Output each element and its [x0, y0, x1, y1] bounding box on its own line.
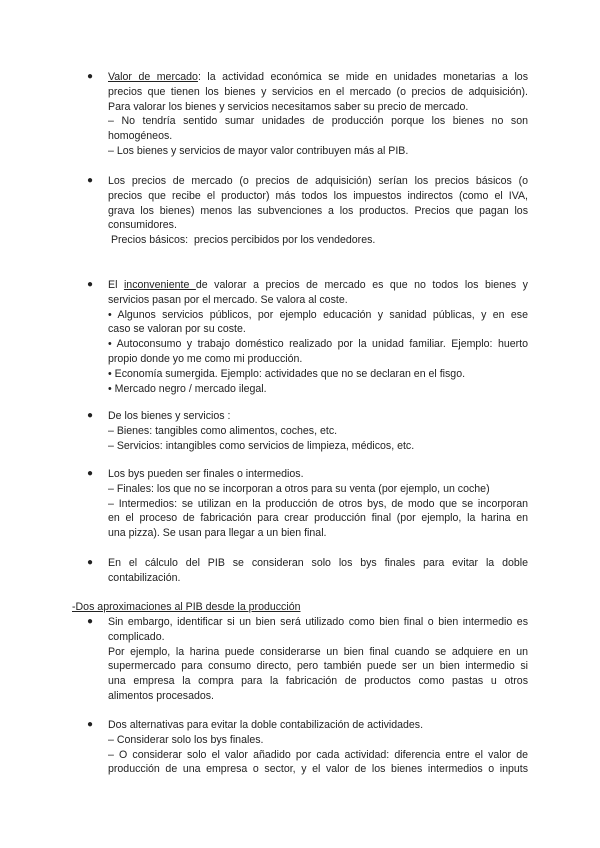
text-line: consumidores. [108, 219, 177, 232]
text-line: • Algunos servicios públicos, por ejemplo educación y sanidad públicas, y en ese [108, 308, 528, 321]
text-line: una empresa la compra para la fabricación de productos como pastas u otros [108, 675, 528, 688]
text-line: • Autoconsumo y trabajo doméstico realizado por la unidad familiar. Ejemplo: huerto [108, 338, 528, 351]
text-line: propio donde yo me como mi producción. [108, 352, 303, 365]
text-line: En el cálculo del PIB se consideran solo los bys finales para evitar la doble [108, 557, 528, 569]
paragraph-calculo-pib [108, 556, 528, 586]
paragraph-bys-finales-intermedios [108, 467, 528, 541]
text-fragment: : la actividad económica se mide en unidades monetarias a los [197, 71, 528, 83]
text-line: producción de una empresa o sector, y el valor de los bienes intermedios o inputs [108, 763, 528, 776]
bullet-dot: ● [87, 175, 94, 186]
text-line: • Economía sumergida. Ejemplo: actividades que no se declaran en el fisgo. [108, 367, 466, 380]
text-line: caso se valoran por su coste. [108, 323, 246, 336]
paragraph-dos-alternativas [108, 718, 528, 777]
text-line: De los bienes y servicios : [108, 410, 231, 422]
text-line: precios que tienen los bienes y servicios en el mercado (o precios de adquisición). [108, 85, 528, 98]
text-line: – Servicios: intangibles como servicios de limpieza, médicos, etc. [108, 439, 415, 452]
bullet-dot: ● [87, 468, 94, 479]
text-line: Por ejemplo, la harina puede considerarse un bien final cuando se adquiere en un [108, 645, 528, 658]
paragraph-sin-embargo [108, 615, 528, 704]
text-line: – Finales: los que no se incorporan a otros para su venta (por ejemplo, un coche) [108, 482, 490, 495]
text-fragment: El [108, 279, 124, 291]
text-line: grava los bienes) menos las subvenciones a los productos. Precios que pagan los [108, 204, 528, 217]
text-line: Los precios de mercado (o precios de adquisición) serían los precios básicos (o [108, 175, 528, 187]
bullet-dot: ● [87, 719, 94, 730]
text-line: Dos alternativas para evitar la doble contabilización de actividades. [108, 719, 424, 731]
paragraph-valor-de-mercado [108, 70, 528, 159]
text-line: – No tendría sentido sumar unidades de producción porque los bienes no son [108, 115, 528, 128]
text-line: • Mercado negro / mercado ilegal. [108, 382, 267, 395]
text-line: contabilización. [108, 571, 181, 584]
text-line: supermercado para consumo directo, pero también puede ser un bien intermedio si [108, 660, 528, 673]
paragraph-inconveniente [108, 278, 528, 396]
text-line: – Intermedios: se utilizan en la producción de otros bys, de modo que se incorporan [108, 497, 528, 510]
text-line: en el proceso de fabricación para crear producción final (por ejemplo, la harina en [108, 512, 528, 525]
text-line: homogéneos. [108, 130, 173, 143]
text-line: Para valorar los bienes y servicios necesitamos saber su precio de mercado. [108, 100, 469, 113]
bullet-dot: ● [87, 410, 94, 421]
text-line: Sin embargo, identificar si un bien será utilizado como bien final o bien intermedio es [108, 616, 528, 628]
text-line: Precios básicos: precios percibidos por los vendedores. [108, 234, 376, 247]
text-line [108, 70, 528, 85]
section-heading: -Dos aproximaciones al PIB desde la producción [72, 601, 301, 613]
text-fragment: de valorar a precios de mercado es que no todos los bienes y [195, 279, 528, 291]
bullet-dot: ● [87, 71, 94, 82]
text-line: una pizza). Se usan para llegar a un bien final. [108, 527, 327, 540]
text-line: complicado. [108, 630, 165, 643]
text-line: – Los bienes y servicios de mayor valor contribuyen más al PIB. [108, 144, 409, 157]
term-inconveniente: inconveniente [123, 279, 196, 291]
bullet-dot: ● [87, 557, 94, 568]
text-line: Los bys pueden ser finales o intermedios. [108, 468, 304, 480]
text-line [108, 278, 528, 293]
text-line: alimentos procesados. [108, 689, 214, 702]
bullet-dot: ● [87, 616, 94, 627]
bullet-dot: ● [87, 279, 94, 290]
text-line: precios que recibe el productor) más todos los impuestos indirectos (como el IVA, [108, 189, 528, 202]
text-line: – O considerar solo el valor añadido por cada actividad: diferencia entre el valor de [108, 748, 528, 761]
paragraph-precios-de-mercado [108, 174, 528, 248]
term-valor-de-mercado: Valor de mercado [108, 71, 198, 83]
text-line: – Bienes: tangibles como alimentos, coches, etc. [108, 424, 338, 437]
paragraph-bienes-y-servicios [108, 409, 528, 453]
text-line: – Considerar solo los bys finales. [108, 733, 264, 746]
text-line: servicios pasan por el mercado. Se valora al coste. [108, 293, 348, 306]
